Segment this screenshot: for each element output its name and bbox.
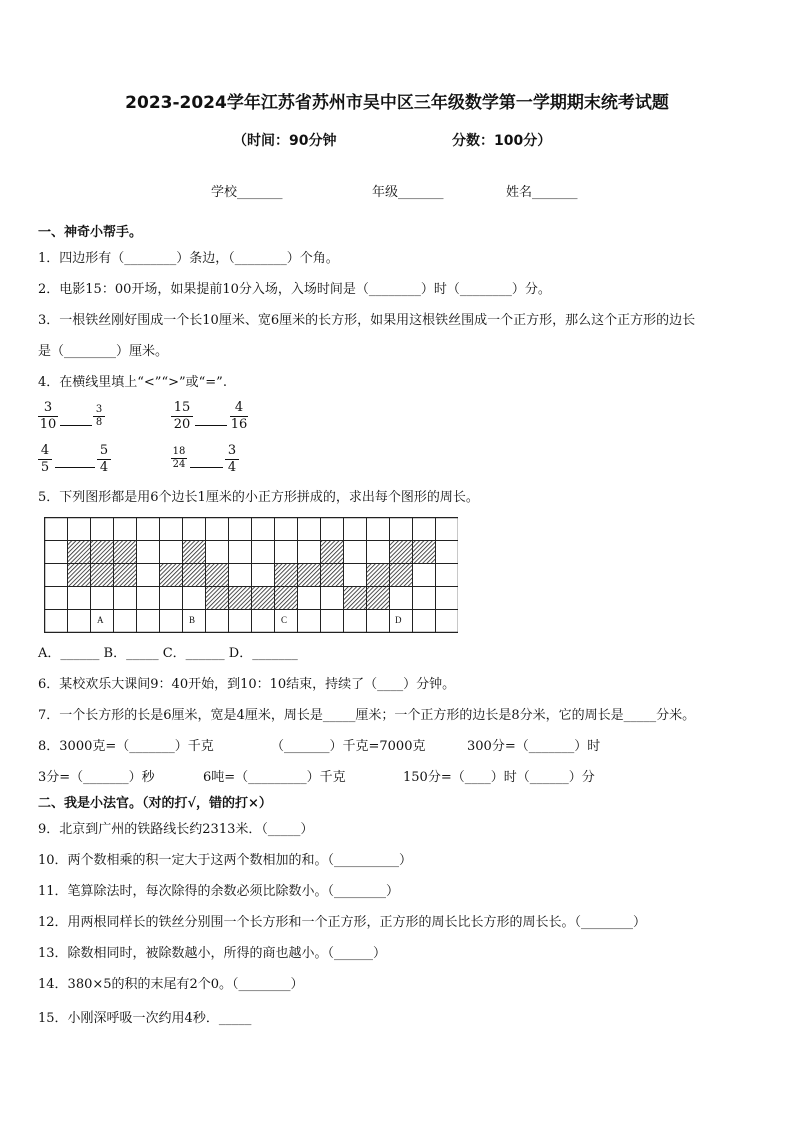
- shaded-square: [343, 586, 366, 609]
- shaded-square: [297, 563, 320, 586]
- question-1: 1．四边形有（________）条边，（________）个角。: [38, 251, 339, 266]
- fraction: $\frac{18}{24}$: [172, 446, 186, 470]
- page-title: 2023-2024学年江苏省苏州市吴中区三年级数学第一学期期末统考试题: [125, 93, 669, 113]
- shaded-square: [182, 563, 205, 586]
- question-13: 13．除数相同时，被除数越小，所得的商也越小。（______）: [38, 946, 387, 961]
- figure-label-c: C: [281, 615, 288, 625]
- shaded-square: [320, 540, 343, 563]
- section-1-heading: 一、神奇小帮手。: [38, 225, 143, 240]
- question-11: 11．笔算除法时，每次除得的余数必须比除数小。（________）: [38, 884, 400, 899]
- question-5: 5．下列图形都是用6个边长1厘米的小正方形拼成的，求出每个图形的周长。: [38, 490, 479, 505]
- shaded-square: [113, 563, 136, 586]
- shaded-square: [90, 540, 113, 563]
- shaded-square: [159, 563, 182, 586]
- fraction: $\frac{5}{4}$: [97, 443, 111, 476]
- shaded-square: [113, 540, 136, 563]
- shaded-square: [182, 540, 205, 563]
- answer-blank[interactable]: [60, 425, 92, 426]
- shaded-square: [274, 563, 297, 586]
- fraction: $\frac{3}{8}$: [93, 404, 105, 429]
- exam-score: 分数：100分）: [452, 133, 552, 149]
- question-5-answers: A．______ B．_____ C．______ D．_______: [38, 646, 298, 661]
- question-15: 15．小刚深呼吸一次约用4秒．_____: [38, 1011, 252, 1026]
- figure-label-a: A: [97, 615, 104, 625]
- grade-field[interactable]: 年级_______: [372, 185, 444, 200]
- question-8-part6: 150分=（____）时（______）分: [403, 770, 595, 785]
- fraction: $\frac{4}{16}$: [230, 400, 248, 432]
- shaded-square: [366, 563, 389, 586]
- fraction: $\frac{3}{4}$: [225, 443, 239, 476]
- shaded-square: [67, 540, 90, 563]
- question-7: 7．一个长方形的长是6厘米，宽是4厘米，周长是_____厘米；一个正方形的边长是8分米，它的周长是_____分米。: [38, 708, 696, 723]
- question-8-part2: （_______）千克=7000克: [271, 739, 426, 754]
- shaded-square: [90, 563, 113, 586]
- question-14: 14．380×5的积的末尾有2个0。（________）: [38, 977, 304, 992]
- question-8-part4: 3分=（_______）秒: [38, 770, 155, 785]
- question-8-part1: 8．3000克=（_______）千克: [38, 739, 214, 754]
- shaded-square: [366, 586, 389, 609]
- question-4: 4．在横线里填上“<”“>”或“=”.: [38, 375, 227, 390]
- question-6: 6．某校欢乐大课间9：40开始，到10：10结束，持续了（____）分钟。: [38, 677, 456, 692]
- shaded-square: [205, 586, 228, 609]
- figure-label-b: B: [189, 615, 196, 625]
- shaded-square: [251, 586, 274, 609]
- shaded-square: [274, 586, 297, 609]
- fraction: $\frac{15}{20}$: [171, 400, 193, 433]
- question-12: 12．用两根同样长的铁丝分别围一个长方形和一个正方形，正方形的周长比长方形的周长长。（________）: [38, 915, 647, 930]
- fraction: $\frac{3}{10}$: [39, 400, 57, 432]
- answer-blank[interactable]: [55, 467, 95, 468]
- shaded-square: [320, 563, 343, 586]
- question-3-line2: 是（________）厘米。: [38, 344, 169, 359]
- question-8-part3: 300分=（_______）时: [467, 739, 601, 754]
- shaded-square: [205, 563, 228, 586]
- answer-blank[interactable]: [190, 467, 223, 468]
- shaded-square: [389, 540, 412, 563]
- question-9: 9．北京到广州的铁路线长约2313米．（_____）: [38, 822, 314, 837]
- section-2-heading: 二、我是小法官。（对的打√，错的打×）: [38, 796, 272, 811]
- shaded-square: [67, 563, 90, 586]
- exam-time: （时间：90分钟: [233, 133, 337, 149]
- answer-blank[interactable]: [195, 425, 227, 426]
- question-10: 10．两个数相乘的积一定大于这两个数相加的和。（__________）: [38, 853, 413, 868]
- shaded-square: [412, 540, 435, 563]
- square-grid-figure: [44, 517, 458, 633]
- name-field[interactable]: 姓名_______: [506, 185, 578, 200]
- question-8-part5: 6吨=（_________）千克: [203, 770, 346, 785]
- question-3-line1: 3．一根铁丝刚好围成一个长10厘米、宽6厘米的长方形，如果用这根铁丝围成一个正方形，那么这个正方形的边长: [38, 313, 696, 328]
- shaded-square: [228, 586, 251, 609]
- fraction: $\frac{4}{5}$: [38, 443, 52, 476]
- figure-label-d: D: [395, 615, 402, 625]
- question-2: 2．电影15：00开场，如果提前10分入场，入场时间是（________）时（________）分。: [38, 282, 551, 297]
- school-field[interactable]: 学校_______: [211, 185, 283, 200]
- shaded-square: [389, 563, 412, 586]
